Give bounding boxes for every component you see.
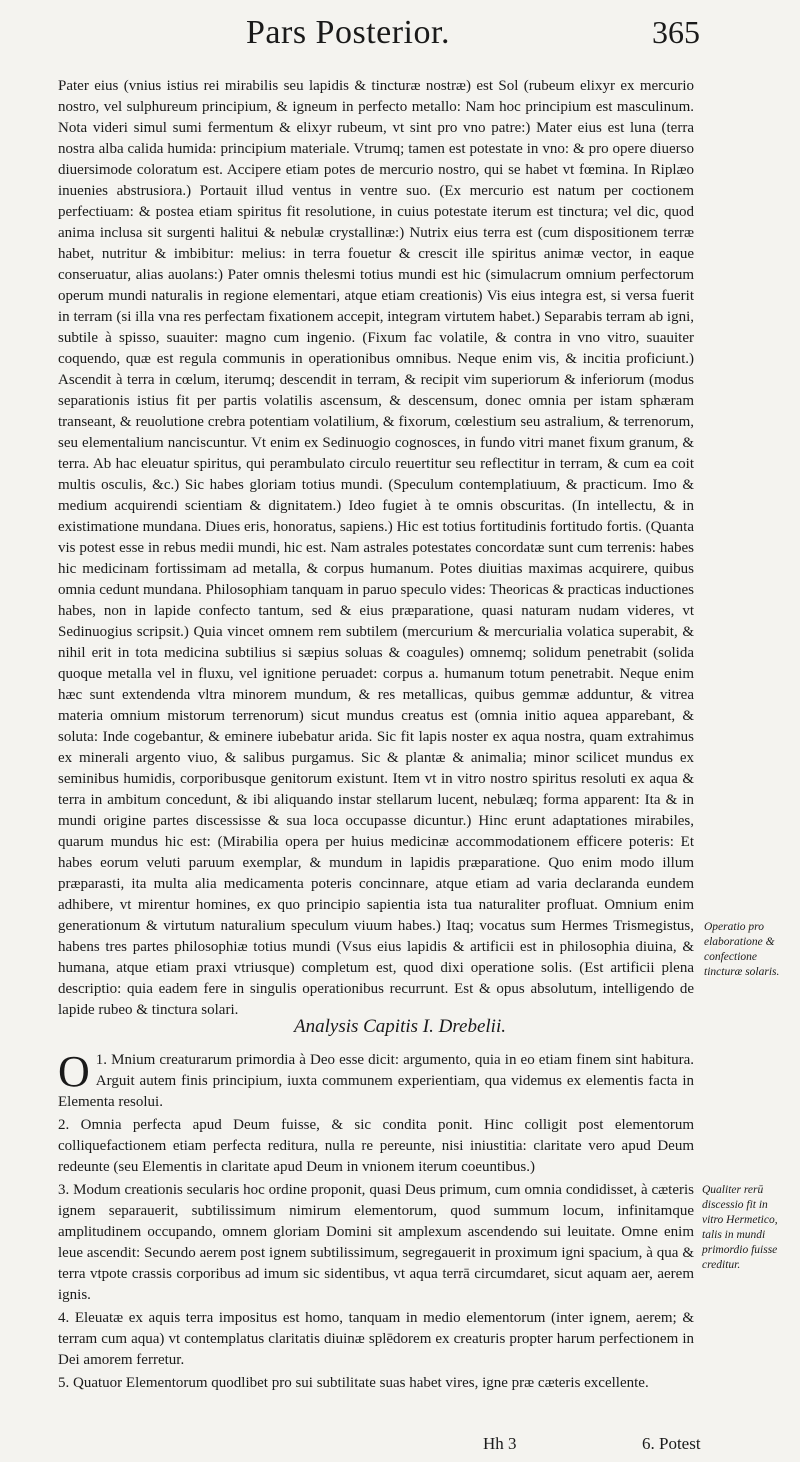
analysis-paragraph-3: 3. Modum creationis secularis hoc ordine proponit, quasi Deus primum, cum omnia condidisset, à cæteris ignem separauerit, subtilissimum nimirum elementorum, quod summum locum, infinitamque amplitudinem occupando, omnem gloriam Domini sit amplexum ascendendo sui leuitate. Omne enim leue ascendit: Secundo aerem post ignem subtilissimum, segregauerit in proximum igni spacium, à qua & terra vtpote crassis corporibus ad imum sic sidentibus, vt aqua terrā circumdaret, sicut aquam aer, aerem ignis.	[58, 1182, 694, 1303]
analysis-paragraph-4: 4. Eleuatæ ex aquis terra impositus est homo, tanquam in medio elementorum (inter ignem, aerem; & terram cum aqua) vt contemplatus claritatis diuinæ splēdorem ex creaturis propter harum perfectionem in Dei amorem ferretur.	[58, 1310, 694, 1368]
analysis-paragraph-5: 5. Quatuor Elementorum quodlibet pro sui subtilitate suas habet vires, igne præ cæteris excellente.	[58, 1375, 649, 1391]
analysis-paragraph-2: 2. Omnia perfecta apud Deum fuisse, & sic condita ponit. Hinc colligit post elementorum colliquefactionem etiam perfecta reditura, nulla re pereunte, nisi iniustitia: claritate vero apud Deum redeunte (seu Elementis in claritate apud Deum in vnionem iterum coeuntibus.)	[58, 1117, 694, 1175]
marginal-note-operatio: Operatio pro elaboratione & confectione tincturæ solaris.	[704, 921, 780, 978]
page-number: 365	[652, 14, 700, 50]
analysis-paragraph-1	[58, 1047, 694, 1113]
signature-mark: Hh 3	[483, 1434, 517, 1453]
analysis-paragraph-1-text: 1. Mnium creaturarum primordia à Deo esse dicit: argumento, quia in eo etiam finem sint habitura. Arguit autem finis principium, iuxta communem experientiam, qua videmus ex elementis facta in Elementa resolui.	[58, 1052, 694, 1110]
drop-cap: O	[58, 1047, 90, 1096]
main-commentary-text: Pater eius (vnius istius rei mirabilis seu lapidis & tincturæ nostræ) est Sol (rubeum elixyr ex mercurio nostro, vel sulphureum principium, & igneum in perfecto metallo: Nam hoc principium est masculinum. Nota videri simul sumi fermentum & elixyr rubeum, vt sint pro vno patre:) Mater eius est luna (terra nostra alba calida humida: principium materiale. Vtrumq; tamen est potestate in vno: & pro opere diuerso diuersimode coloratum est. Accipere etiam potes de mercurio nostro, qui se habet vt fœmina. In Riplæo inuenies abstrusiora.) Portauit illud ventus in ventre suo. (Ex mercurio est natum per coctionem perfectiuam: & postea etiam spiritus fit resolutione, in cuius potestate iterum est tinctura; vel dic, quod anima inclusa sit surgenti halitui & nebulæ crystallinæ:) Nutrix eius terra est (cum dispositionem terræ habet, nutritur & imbibitur: melius: in terra fouetur & crescit ille spiritus animæ vector, in eaque conseruatur, alias auolans:) Pater omnis thelesmi totius mundi est hic (simulacrum omnium perfectorum operum mundi naturalis in regione elementari, atque etiam creationis) Vis eius integra est, si versa fuerit in terram (si illa vna res perfectam fixationem accepit, integram virtutem habet.) Separabis terram ab igni, subtile à spisso, suauiter: magno cum ingenio. (Fixum fac volatile, & contra in vno vitro, suauiter coquendo, quæ est regula communis in operationibus omnibus. Neque enim vis, & incitia proficiunt.) Ascendit à terra in cœlum, iterumq; descendit in terram, & recipit vim superiorum & inferiorum (modus separationis istius fit per partis volatilis ascensum, & descensum, donec omnia per istam sphæram transeant, & reuolutione crebra potentiam volatilium, & fixorum, cœlestium seu astralium, & terrenorum, seu elementalium nanciscuntur. Vt enim ex Sedinuogio cognosces, in fundo vitri manet fixum granum, & terra. Ab hac eleuatur spiritus, qui perambulato circulo reuertitur seu reflectitur in terram, & cum ea coit multis osculis, &c.) Sic habes gloriam totius mundi. (Speculum contemplatiuum, & practicum. Imo & medium acquirendi scientiam & dignitatem.) Ideo fugiet à te omnis obscuritas. (In intellectu, & in existimatione mundana. Diues eris, honoratus, sapiens.) Hic est totius fortitudinis fortitudo fortis. (Quanta vis potest esse in rebus medii mundi, hic est. Nam astrales potestates concordatæ sunt cum terrenis: habes hic medicinam fortissimam ad metalla, & corpus humanum. Potes diuitias maximas acquirere, quibus omnia cedunt mundana. Philosophiam tanquam in paruo speculo vides: Theoricas & practicas inductiones habes, non in lapide confecto tantum, sed & eius præparatione, quasi naturam nudam videres, vt Sedinuogius scripsit.) Quia vincet omnem rem subtilem (mercurium & mercurialia volatica superabit, & nihil erit in tota medicina subtilius si sæpius soluas & coagules) omnemq; solidum penetrabit (solida quoque metalla vel in fluxu, vel ignitione peruadet: corpus a. humanum totum penetrabit. Neque enim hæc sunt extendenda vltra minorem mundum, & res metallicas, quibus gemmæ adduntur, & vitrea materia omnium mistorum terrenorum) sicut mundus creatus est (omnia initio aquea apparebant, & soluta: Inde cogebantur, & eminere iubebatur arida. Sic fit lapis noster ex aqua nostra, quam extrahimus ex minerali argento viuo, & salibus purgamus. Sic & plantæ & animalia; minor scilicet mundus ex seminibus humidis, corporibusque genitorum existunt. Item vt in vitro nostro spiritus resoluti ex aqua & terra in ambitum concedunt, & ibi aliquando instar stellarum lucent, nebulæq; forma apparent: Ita & in mundi origine partes discessisse & sua loca occupasse dicuntur.) Hinc erunt adaptationes mirabiles, quarum mundus hic est: (Mirabilia opera per huius medicinæ accommodationem efficere poteris: Et habes eorum veluti paruum exemplar, & mundum in lapidis præparatione. Quo enim modo illum præparasti, ita multa alia medicamenta poteris concinnare, atque etiam ad varia declaranda eundem adhibere, vt mirentur homines, ex quo principio sapientia ista tua naturaliter profluat. Omnium enim generationum & virtutum naturalium speculum viuum habes.) Itaq; vocatus sum Hermes Trismegistus, habens tres partes philosophiæ totius mundi (Vsus eius lapidis & artificii est in philosophia diuina, & humana, atque etiam praxi vtriusque) completum est, quod dixi operatione solis. (Est artificii plena descriptio: quia eadem fere in singulis operationibus recurrunt. Est & opus absolutum, intelligendo de lapide rubeo & tinctura solari.	[58, 78, 694, 1018]
catchword: 6. Potest	[642, 1434, 701, 1453]
section-heading: Analysis Capitis I. Drebelii.	[294, 1016, 506, 1037]
running-title: Pars Posterior.	[246, 14, 450, 51]
marginal-note-discessio: Qualiter rerū discessio fit in vitro Hermetico, talis in mundi primordio fuisse creditur.	[702, 1184, 778, 1271]
analysis-section	[58, 1047, 694, 1396]
